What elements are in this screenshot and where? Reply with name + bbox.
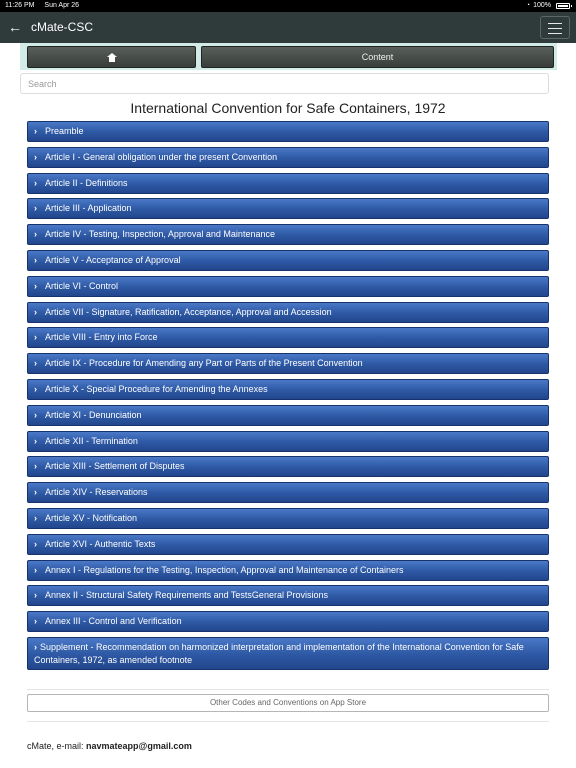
section-item[interactable] <box>27 173 549 194</box>
chevron-right-icon: › <box>34 461 37 472</box>
section-label: Article XVI - Authentic Texts <box>45 538 156 549</box>
search-input[interactable] <box>20 73 549 94</box>
section-label: Article II - Definitions <box>45 177 128 188</box>
chevron-right-icon: › <box>34 358 37 369</box>
battery-icon <box>556 3 570 9</box>
section-item[interactable] <box>27 224 549 245</box>
section-item[interactable] <box>27 405 549 426</box>
chevron-right-icon: › <box>34 306 37 317</box>
section-label: Article IX - Procedure for Amending any Part or Parts of the Present Convention <box>45 358 363 369</box>
section-label: Article VI - Control <box>45 280 119 291</box>
battery-percent: 100% <box>533 2 551 9</box>
section-label: Article IV - Testing, Inspection, Approval and Maintenance <box>45 229 275 240</box>
divider <box>27 721 549 722</box>
section-label: Annex I - Regulations for the Testing, Inspection, Approval and Maintenance of Containers <box>45 564 404 575</box>
section-label: Article XIV - Reservations <box>45 487 148 498</box>
section-item[interactable] <box>27 379 549 400</box>
section-item[interactable] <box>27 637 549 670</box>
section-label: Article I - General obligation under the present Convention <box>45 151 278 162</box>
chevron-right-icon: › <box>34 538 37 549</box>
status-date: Sun Apr 26 <box>44 2 80 9</box>
chevron-right-icon: › <box>34 280 37 291</box>
section-item[interactable] <box>27 198 549 219</box>
section-label: Article X - Special Procedure for Amending the Annexes <box>45 383 268 394</box>
section-label: Article VIII - Entry into Force <box>45 332 158 343</box>
section-item[interactable] <box>27 302 549 323</box>
section-item[interactable] <box>27 353 549 374</box>
chevron-right-icon: › <box>34 512 37 523</box>
section-label: Article XIII - Settlement of Disputes <box>45 461 185 472</box>
content-button[interactable]: Content <box>201 46 554 68</box>
app-title: cMate-CSC <box>31 20 94 34</box>
chevron-right-icon: › <box>34 590 37 601</box>
section-label: Article XV - Notification <box>45 512 138 523</box>
section-label: Annex III - Control and Verification <box>45 616 182 627</box>
footer-email-link[interactable]: navmateapp@gmail.com <box>86 741 192 751</box>
section-label: Annex II - Structural Safety Requirements and TestsGeneral Provisions <box>45 590 328 601</box>
wifi-icon: ◔ <box>525 2 531 9</box>
divider <box>27 689 549 690</box>
chevron-right-icon: › <box>34 203 37 214</box>
chevron-right-icon: › <box>34 487 37 498</box>
section-item[interactable] <box>27 611 549 632</box>
section-item[interactable] <box>27 560 549 581</box>
status-time: 11:26 PM <box>5 2 35 9</box>
section-label: Article XI - Denunciation <box>45 409 142 420</box>
section-label: Article III - Application <box>45 203 132 214</box>
section-item[interactable] <box>27 456 549 477</box>
chevron-right-icon: › <box>34 564 37 575</box>
section-item[interactable] <box>27 431 549 452</box>
section-item[interactable] <box>27 508 549 529</box>
section-item[interactable] <box>27 147 549 168</box>
section-item[interactable] <box>27 585 549 606</box>
footer <box>27 741 192 751</box>
section-item[interactable] <box>27 250 549 271</box>
app-store-button[interactable]: Other Codes and Conventions on App Store <box>27 694 549 712</box>
section-label: Article VII - Signature, Ratification, Acceptance, Approval and Accession <box>45 306 332 317</box>
chevron-right-icon: › <box>34 332 37 343</box>
navbar <box>0 12 576 43</box>
chevron-right-icon: › <box>34 409 37 420</box>
hamburger-icon[interactable] <box>540 16 570 39</box>
section-label: Supplement - Recommendation on harmonized interpretation and implementation of the International Convention for Safe Containers, 1972, as amended footnote <box>34 641 524 665</box>
section-item[interactable] <box>27 276 549 297</box>
section-label: Article XII - Termination <box>45 435 138 446</box>
section-item[interactable] <box>27 327 549 348</box>
chevron-right-icon: › <box>34 126 37 136</box>
footer-prefix: cMate, e-mail: <box>27 741 84 751</box>
section-item[interactable] <box>27 482 549 503</box>
page-title: International Convention for Safe Containers, 1972 <box>130 100 446 116</box>
section-item[interactable] <box>27 534 549 555</box>
chevron-right-icon: › <box>34 229 37 240</box>
toolbar <box>20 43 557 70</box>
section-list <box>27 121 549 675</box>
chevron-right-icon: › <box>34 151 37 162</box>
chevron-right-icon: › <box>34 254 37 265</box>
section-item[interactable] <box>27 121 549 142</box>
home-icon <box>107 53 117 62</box>
chevron-right-icon: › <box>34 177 37 188</box>
chevron-right-icon: › <box>34 435 37 446</box>
chevron-right-icon: › <box>34 383 37 394</box>
section-label: Preamble <box>45 126 84 136</box>
home-button[interactable] <box>27 46 196 68</box>
chevron-right-icon: › <box>34 616 37 627</box>
arrow-left-icon[interactable]: ← <box>8 19 22 35</box>
status-bar <box>0 0 576 12</box>
section-label: Article V - Acceptance of Approval <box>45 254 181 265</box>
chevron-right-icon: › <box>34 641 37 652</box>
